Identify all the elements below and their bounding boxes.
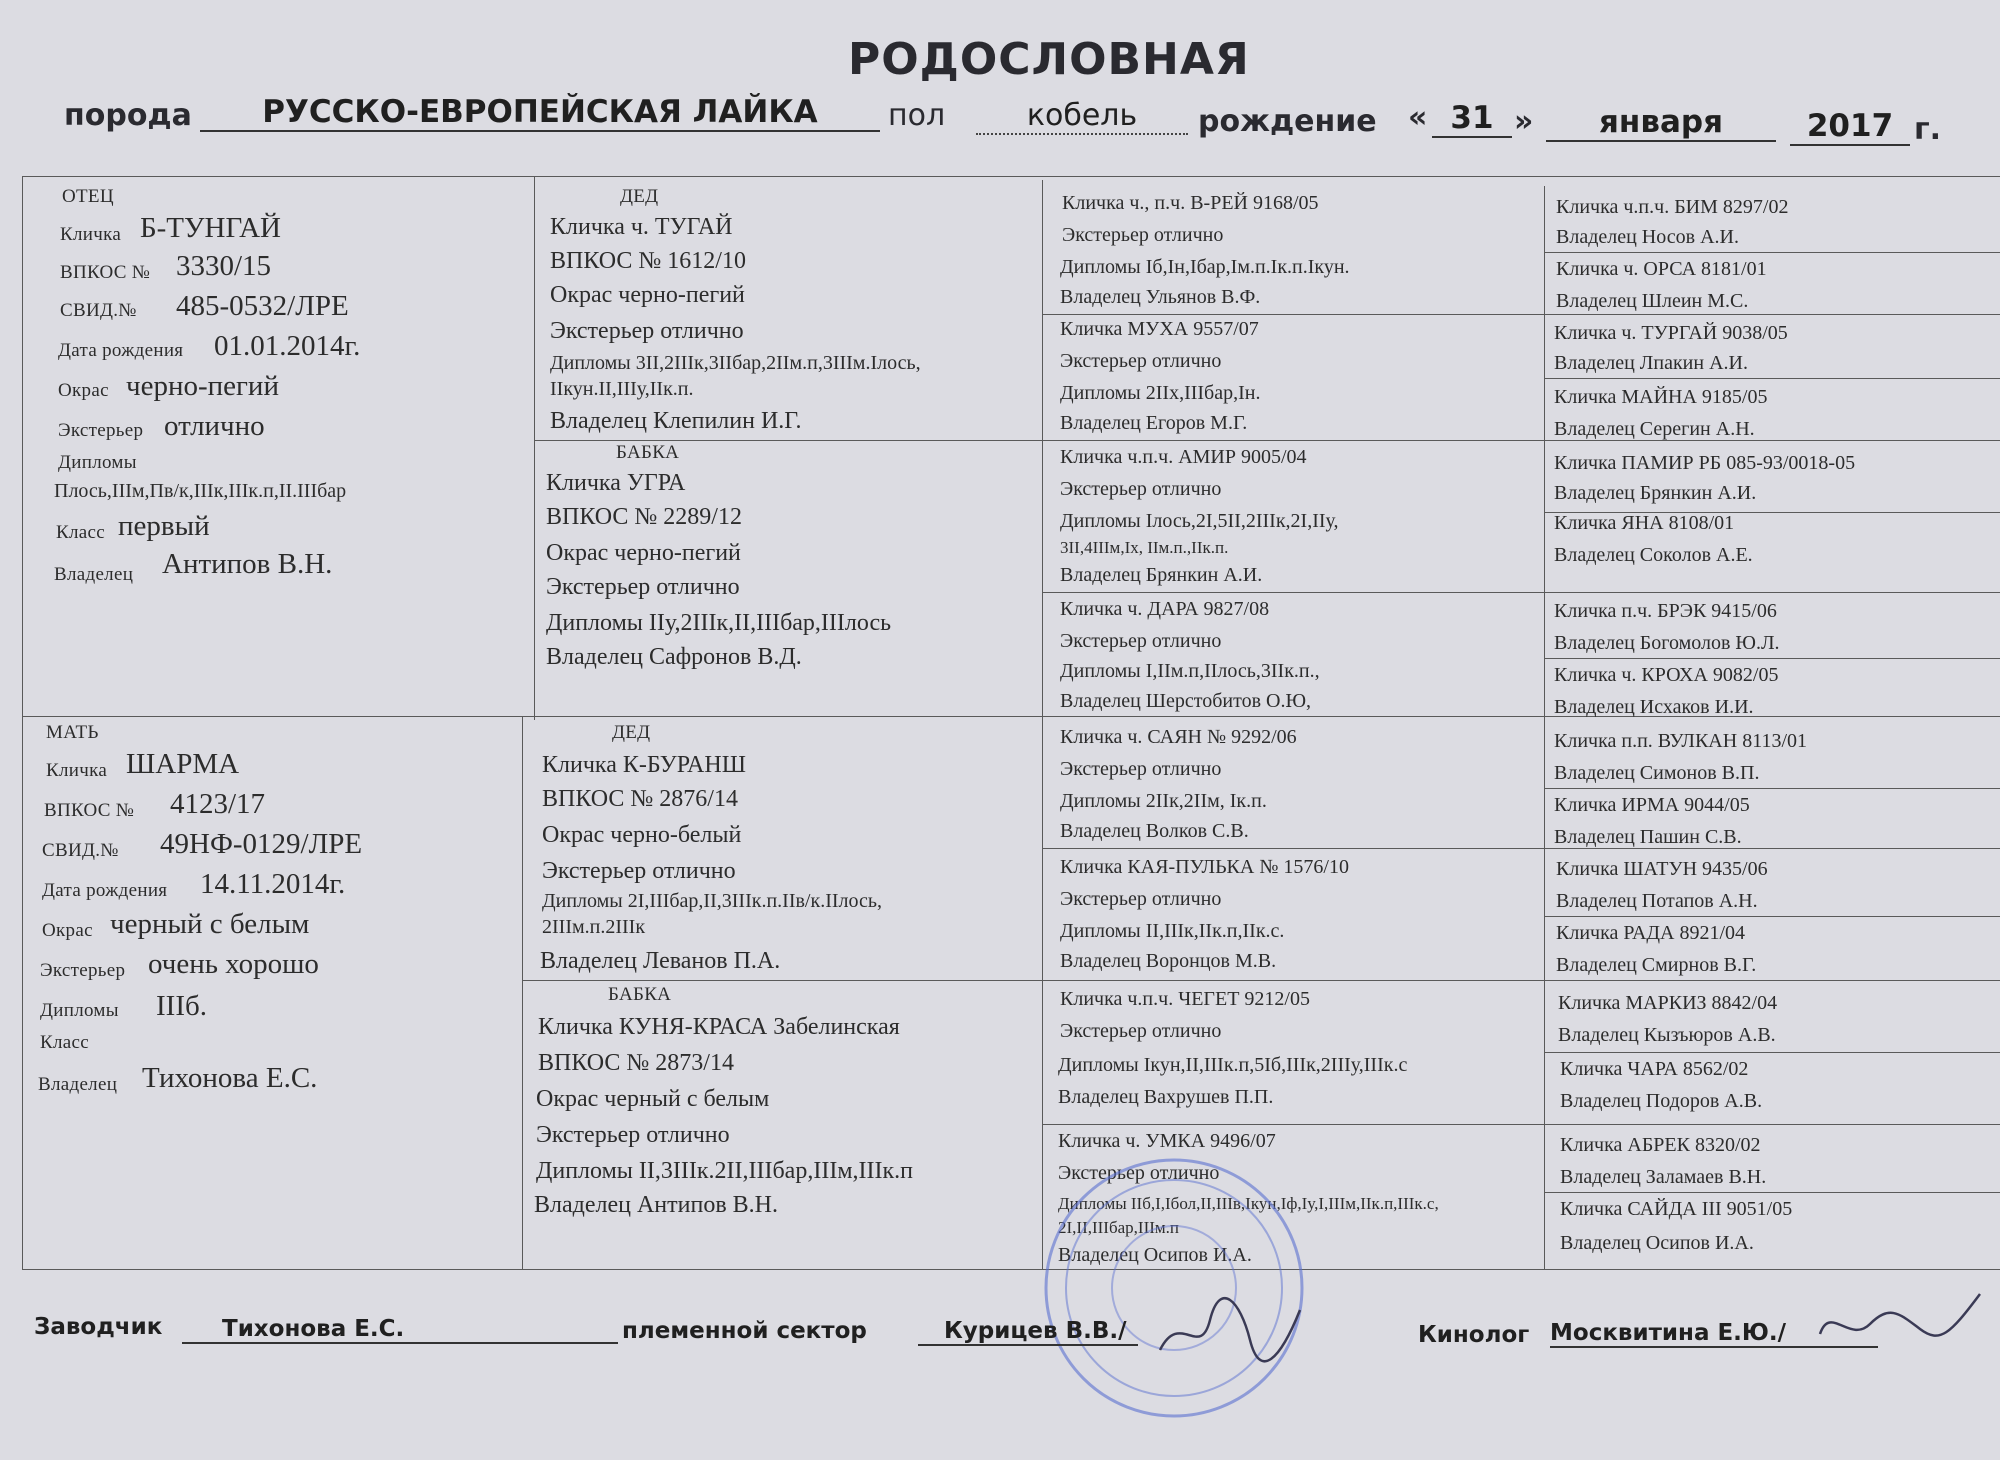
ggp-exterior: Экстерьер отлично — [1060, 630, 1222, 652]
ancestor-owner: Владелец Заламаев В.Н. — [1560, 1166, 1767, 1188]
ggp-owner: Владелец Ульянов В.Ф. — [1060, 286, 1261, 308]
mother-color-label: Окрас — [42, 920, 93, 941]
col-divider-1-bottom — [522, 716, 523, 1270]
ancestor-name: Кличка п.ч. БРЭК 9415/06 — [1554, 600, 1777, 622]
ggp-name: Кличка МУХА 9557/07 — [1060, 318, 1259, 340]
grandparent-exterior: Экстерьер отлично — [536, 1122, 730, 1148]
mother-exterior-label: Экстерьер — [40, 960, 126, 981]
sector-signature-icon — [1150, 1290, 1310, 1370]
father-svid: 485-0532/ЛРЕ — [176, 290, 349, 322]
father-color-label: Окрас — [58, 380, 109, 401]
grandparent-vpkos: ВПКОС № 2873/14 — [538, 1050, 734, 1076]
ggp-diplomas: Дипломы IIб,I,Iбол,II,IIIв,Iкун,Iф,Iу,I,IIIм,IIк.п,IIIк.с, — [1058, 1194, 1439, 1213]
mother-diplomas-label: Дипломы — [40, 1000, 119, 1021]
row-divider-ggp-4 — [1042, 1124, 2000, 1125]
ancestor-owner: Владелец Носов А.И. — [1556, 226, 1739, 248]
sector-value: Курицев В.В./ — [918, 1318, 1138, 1346]
mother-exterior: очень хорошо — [148, 948, 319, 980]
ggp-name: Кличка ч. ДАРА 9827/08 — [1060, 598, 1270, 620]
ggp-owner: Владелец Вахрушев П.П. — [1058, 1086, 1274, 1108]
cynologist-value: Москвитина Е.Ю./ — [1550, 1320, 1878, 1348]
ancestor-name: Кличка ИРМА 9044/05 — [1554, 794, 1750, 816]
ancestor-name: Кличка МАРКИЗ 8842/04 — [1558, 992, 1778, 1014]
col-divider-3 — [1544, 186, 1545, 1270]
father-diplomas: Плось,IIIм,Пв/к,IIIк,IIIк.п,II.IIIбар — [54, 480, 347, 502]
ancestor-name: Кличка ч. ОРСА 8181/01 — [1556, 258, 1767, 280]
mother-dob-label: Дата рождения — [42, 880, 168, 901]
official-stamp-icon — [1034, 1148, 1314, 1428]
row-divider-anc-1 — [1544, 252, 2000, 253]
ancestor-name: Кличка ПАМИР РБ 085-93/0018-05 — [1554, 452, 1856, 474]
document-title: РОДОСЛОВНАЯ — [848, 34, 1250, 85]
father-name: Б-ТУНГАЙ — [140, 212, 281, 244]
father-class-label: Класс — [56, 522, 105, 543]
grandparent-diplomas-2: 2IIIм.п.2IIIк — [542, 916, 646, 938]
grandparent-diplomas-1: Дипломы 2I,IIIбар,II,3IIIк.п.IIв/к.IIлось, — [542, 890, 882, 912]
sector-label: племенной сектор — [622, 1318, 867, 1344]
mother-dob: 14.11.2014г. — [200, 868, 346, 900]
ancestor-owner: Владелец Осипов И.А. — [1560, 1232, 1754, 1254]
ggp-diplomas: Дипломы 2IIх,IIIбар,Iн. — [1060, 382, 1261, 404]
grandparent-color: Окрас черно-белый — [542, 822, 742, 848]
grandparent-exterior: Экстерьер отлично — [546, 574, 740, 600]
row-divider-gp-1 — [534, 440, 2000, 441]
father-dob-label: Дата рождения — [58, 340, 184, 361]
ancestor-name: Кличка п.п. ВУЛКАН 8113/01 — [1554, 730, 1808, 752]
mother-class-label: Класс — [40, 1032, 89, 1053]
grandparent-name: Кличка УГРА — [546, 470, 686, 496]
father-section-label: ОТЕЦ — [62, 186, 114, 207]
ancestor-owner: Владелец Шлеин М.С. — [1556, 290, 1749, 312]
ancestor-owner: Владелец Лпакин А.И. — [1554, 352, 1748, 374]
ancestor-owner: Владелец Соколов А.Е. — [1554, 544, 1753, 566]
row-divider-anc-4 — [1544, 658, 2000, 659]
row-divider-anc-2 — [1544, 378, 2000, 379]
ancestor-owner: Владелец Подоров А.В. — [1560, 1090, 1763, 1112]
ggp-name: Кличка КАЯ-ПУЛЬКА № 1576/10 — [1060, 856, 1349, 878]
ancestor-name: Кличка ч. КРОХА 9082/05 — [1554, 664, 1779, 686]
grandparent-section: БАБКА — [616, 442, 680, 463]
ggp-exterior: Экстерьер отлично — [1060, 478, 1222, 500]
birth-day: 31 — [1432, 100, 1512, 138]
grandparent-owner: Владелец Антипов В.Н. — [534, 1192, 778, 1218]
father-vpkos: 3330/15 — [176, 250, 272, 282]
father-owner: Антипов В.Н. — [162, 548, 333, 580]
ancestor-owner: Владелец Симонов В.П. — [1554, 762, 1760, 784]
mother-diplomas: IIIб. — [156, 990, 207, 1022]
ggp-exterior: Экстерьер отлично — [1060, 758, 1222, 780]
row-divider-anc-5 — [1544, 788, 2000, 789]
grandparent-section: ДЕД — [620, 186, 659, 207]
breeder-value: Тихонова Е.С. — [182, 1316, 618, 1344]
father-color: черно-пегий — [126, 370, 279, 402]
grandparent-diplomas-1: Дипломы II,3IIIк.2II,IIIбар,IIIм,IIIк.п — [536, 1158, 913, 1184]
grandparent-color: Окрас черно-пегий — [550, 282, 745, 308]
ggp-name: Кличка ч., п.ч. В-РЕЙ 9168/05 — [1062, 192, 1319, 214]
mother-section-label: МАТЬ — [46, 722, 99, 743]
breeder-label: Заводчик — [34, 1314, 163, 1340]
ancestor-owner: Владелец Смирнов В.Г. — [1556, 954, 1757, 976]
ggp-name: Кличка ч.п.ч. ЧЕГЕТ 9212/05 — [1060, 988, 1310, 1010]
ancestor-name: Кличка АБРЕК 8320/02 — [1560, 1134, 1761, 1156]
breed-value: РУССКО-ЕВРОПЕЙСКАЯ ЛАЙКА — [200, 94, 880, 132]
ancestor-owner: Владелец Богомолов Ю.Л. — [1554, 632, 1780, 654]
grandparent-owner: Владелец Леванов П.А. — [540, 948, 781, 974]
ggp-name: Кличка ч. САЯН № 9292/06 — [1060, 726, 1297, 748]
ancestor-name: Кличка ЯНА 8108/01 — [1554, 512, 1735, 534]
grandparent-diplomas-2: IIкун.II,IIIу,IIк.п. — [550, 378, 694, 400]
grandparent-vpkos: ВПКОС № 2289/12 — [546, 504, 742, 530]
ancestor-owner: Владелец Пашин С.В. — [1554, 826, 1742, 848]
ancestor-owner: Владелец Серегин А.Н. — [1554, 418, 1755, 440]
birth-close-quote: » — [1514, 104, 1534, 139]
ggp-diplomas: Дипломы 2IIк,2IIм, Iк.п. — [1060, 790, 1267, 812]
ggp-exterior: Экстерьер отлично — [1062, 224, 1224, 246]
ancestor-owner: Владелец Брянкин А.И. — [1554, 482, 1757, 504]
ancestor-name: Кличка САЙДА III 9051/05 — [1560, 1198, 1793, 1220]
father-owner-label: Владелец — [54, 564, 134, 585]
row-divider-ggp-2 — [1042, 592, 2000, 593]
row-divider-anc-7 — [1544, 1052, 2000, 1053]
grandparent-diplomas-1: Дипломы IIу,2IIIк,II,IIIбар,IIIлось — [546, 610, 892, 636]
grandparent-section: ДЕД — [612, 722, 651, 743]
grandparent-color: Окрас черный с белым — [536, 1086, 770, 1112]
ancestor-owner: Владелец Потапов А.Н. — [1556, 890, 1758, 912]
grandparent-name: Кличка КУНЯ-КРАСА Забелинская — [538, 1014, 900, 1040]
grandparent-exterior: Экстерьер отлично — [550, 318, 744, 344]
cynologist-label: Кинолог — [1418, 1322, 1530, 1348]
mother-name: ШАРМА — [126, 748, 240, 780]
mother-owner: Тихонова Е.С. — [142, 1062, 318, 1094]
mother-svid-label: СВИД.№ — [42, 840, 119, 861]
birth-year: 2017 — [1790, 108, 1910, 146]
ggp-owner: Владелец Егоров М.Г. — [1060, 412, 1248, 434]
ggp-diplomas: Дипломы Iб,Iн,Iбар,Iм.п.Iк.п.Iкун. — [1060, 256, 1350, 278]
father-diplomas-label: Дипломы — [58, 452, 137, 473]
ggp-diplomas-2: 2I,II,IIIбар,IIIм.п — [1058, 1218, 1180, 1237]
birth-open-quote: « — [1408, 100, 1428, 135]
father-exterior-label: Экстерьер — [58, 420, 144, 441]
ancestor-owner: Владелец Кызъюров А.В. — [1558, 1024, 1776, 1046]
grandparent-vpkos: ВПКОС № 1612/10 — [550, 248, 746, 274]
mother-owner-label: Владелец — [38, 1074, 118, 1095]
birth-suffix: г. — [1914, 112, 1942, 147]
father-vpkos-label: ВПКОС № — [60, 262, 151, 283]
ggp-exterior: Экстерьер отлично — [1060, 1020, 1222, 1042]
ggp-name: Кличка ч. УМКА 9496/07 — [1058, 1130, 1276, 1152]
ggp-owner: Владелец Брянкин А.И. — [1060, 564, 1263, 586]
mother-vpkos-label: ВПКОС № — [44, 800, 135, 821]
ancestor-name: Кличка МАЙНА 9185/05 — [1554, 386, 1768, 408]
sex-label: пол — [888, 98, 946, 133]
ancestor-owner: Владелец Исхаков И.И. — [1554, 696, 1754, 718]
ancestor-name: Кличка ЧАРА 8562/02 — [1560, 1058, 1749, 1080]
mother-name-label: Кличка — [46, 760, 108, 781]
grandparent-section: БАБКА — [608, 984, 672, 1005]
ggp-diplomas-2: 3II,4IIIм,Iх, IIм.п.,IIк.п. — [1060, 538, 1229, 557]
row-divider-anc-8 — [1544, 1192, 2000, 1193]
mother-color: черный с белым — [110, 908, 310, 940]
grandparent-vpkos: ВПКОС № 2876/14 — [542, 786, 738, 812]
ancestor-name: Кличка РАДА 8921/04 — [1556, 922, 1746, 944]
ggp-name: Кличка ч.п.ч. АМИР 9005/04 — [1060, 446, 1307, 468]
father-dob: 01.01.2014г. — [214, 330, 361, 362]
col-divider-1-top — [534, 176, 535, 720]
ggp-exterior: Экстерьер отлично — [1060, 888, 1222, 910]
ggp-owner: Владелец Воронцов М.В. — [1060, 950, 1277, 972]
father-svid-label: СВИД.№ — [60, 300, 137, 321]
grandparent-exterior: Экстерьер отлично — [542, 858, 736, 884]
grandparent-diplomas-1: Дипломы 3II,2IIIк,3IIбар,2IIм.п,3IIIм.Iлось, — [550, 352, 921, 374]
row-divider-anc-6 — [1544, 916, 2000, 917]
mother-svid: 49НФ-0129/ЛРЕ — [160, 828, 363, 860]
ancestor-name: Кличка ч.п.ч. БИМ 8297/02 — [1556, 196, 1789, 218]
ggp-diplomas: Дипломы Iкун,II,IIIк.п,5Iб,IIIк,2IIIу,IIIк.с — [1058, 1054, 1408, 1076]
father-class: первый — [118, 510, 210, 542]
ancestor-name: Кличка ч. ТУРГАЙ 9038/05 — [1554, 322, 1788, 344]
birth-label: рождение — [1198, 104, 1377, 139]
ggp-exterior: Экстерьер отлично — [1060, 350, 1222, 372]
father-name-label: Кличка — [60, 224, 122, 245]
ggp-owner: Владелец Шерстобитов О.Ю, — [1060, 690, 1312, 712]
grandparent-name: Кличка К-БУРАНШ — [542, 752, 746, 778]
row-divider-ggp-3 — [1042, 848, 2000, 849]
father-exterior: отлично — [164, 410, 265, 442]
mother-vpkos: 4123/17 — [170, 788, 266, 820]
ggp-owner: Владелец Волков С.В. — [1060, 820, 1249, 842]
grandparent-name: Кличка ч. ТУГАЙ — [550, 214, 733, 240]
ggp-diplomas: Дипломы I,IIм.п,IIлось,3IIк.п., — [1060, 660, 1320, 682]
breed-label: порода — [64, 98, 192, 133]
ggp-owner: Владелец Осипов И.А. — [1058, 1244, 1252, 1266]
ggp-exterior: Экстерьер отлично — [1058, 1162, 1220, 1184]
birth-month: января — [1546, 104, 1776, 142]
row-divider-gp-2 — [522, 980, 2000, 981]
ggp-diplomas: Дипломы II,IIIк,IIк.п,IIк.с. — [1060, 920, 1285, 942]
sex-value: кобель — [976, 98, 1188, 135]
grandparent-owner: Владелец Сафронов В.Д. — [546, 644, 802, 670]
grandparent-owner: Владелец Клепилин И.Г. — [550, 408, 802, 434]
row-divider-ggp-1 — [1042, 314, 2000, 315]
col-divider-2 — [1042, 180, 1043, 1270]
ancestor-name: Кличка ШАТУН 9435/06 — [1556, 858, 1768, 880]
ggp-diplomas: Дипломы Iлось,2I,5II,2IIIк,2I,IIу, — [1060, 510, 1339, 532]
grandparent-color: Окрас черно-пегий — [546, 540, 741, 566]
